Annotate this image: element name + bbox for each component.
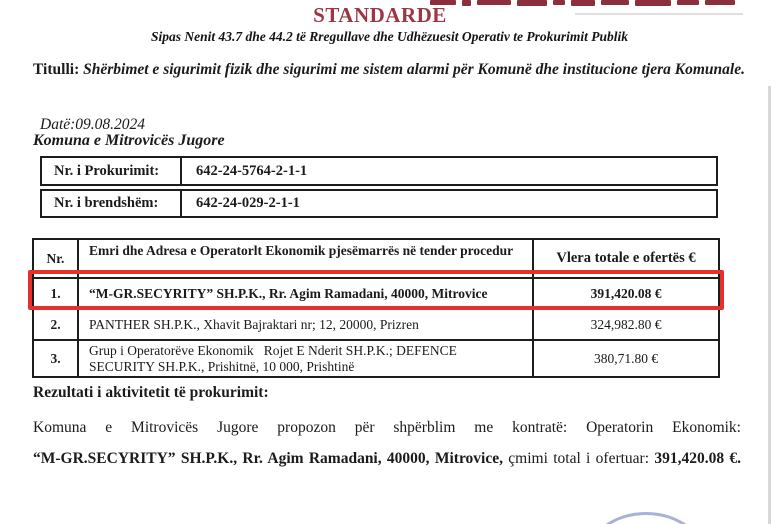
- internal-number-label: Nr. i brendshëm:: [42, 191, 182, 216]
- result-line-2: [33, 443, 741, 474]
- date-line: Datë:09.08.2024: [40, 116, 146, 133]
- table-row: [34, 339, 718, 376]
- procurement-number-value: 642-24-5764-2-1-1: [196, 162, 308, 179]
- internal-number-value: 642-24-029-2-1-1: [196, 195, 300, 211]
- table-row: [34, 277, 718, 308]
- winner-name-bold: “M-GR.SECYRITY” SH.P.K., Rr. Agim Ramadani, 40000, Mitrovice,: [33, 450, 509, 467]
- document-title: STANDARDE: [313, 3, 447, 27]
- col-operator-header: [79, 240, 534, 277]
- tender-table: [32, 238, 720, 378]
- municipality-line: Komuna e Mitrovicës Jugore: [33, 132, 225, 149]
- scan-edge-line: [768, 86, 771, 524]
- cell-operator: “M-GR.SECYRITY” SH.P.K., Rr. Agim Ramadani, 40000, Mitrovice: [79, 279, 534, 308]
- col-operator-header-text: Emri dhe Adresa e Operatorlt Ekonomik pjesëmarrës në tender procedur: [89, 243, 514, 258]
- document-subtitle: Sipas Nenit 43.7 dhe 44.2 të Rregullave dhe Udhëzuesit Operativ te Prokurimit Publik: [150, 29, 628, 44]
- titulli-label: Titulli:: [33, 61, 80, 78]
- price-intro-text: çmimi total i ofertuar:: [508, 450, 655, 467]
- procurement-number-row: [40, 156, 718, 186]
- result-paragraph: [33, 412, 741, 474]
- cell-nr: 1.: [34, 279, 79, 308]
- total-price-bold: 391,420.08 €.: [654, 450, 742, 467]
- cell-value: 324,982.80 €: [590, 316, 662, 332]
- table-row: [34, 308, 718, 339]
- cell-operator: PANTHER SH.P.K., Xhavit Bajraktari nr; 12, 20000, Prizren: [79, 310, 534, 339]
- result-heading: Rezultati i aktivitetit të prokurimit:: [33, 384, 269, 401]
- stamp-arc: [585, 512, 707, 524]
- cell-nr: 3.: [34, 341, 79, 376]
- cell-operator: Grup i Operatorëve Ekonomik Rojet E Nderit SH.P.K.; DEFENCE SECURITY SH.P.K., Prishitnë, 10 000, Prishtinë: [79, 341, 534, 376]
- col-value-header: Vlera totale e ofertës €: [556, 250, 696, 266]
- tender-table-header: [34, 240, 718, 277]
- titulli-text: Shërbimet e sigurimit fizik dhe sigurimi me sistem alarmi për Komunë dhe institucione tjera Komunale.: [83, 61, 745, 78]
- procurement-number-label: Nr. i Prokurimit:: [42, 158, 182, 184]
- cell-value: 391,420.08 €: [590, 285, 662, 301]
- col-nr-header: Nr.: [34, 240, 79, 277]
- cell-value: 380,71.80 €: [593, 350, 659, 366]
- result-line-1: Komuna e Mitrovicës Jugore propozon për shpërblim me kontratë: Operatorin Ekonomik:: [33, 419, 741, 436]
- internal-number-row: [40, 189, 718, 218]
- title-paragraph: [33, 60, 745, 80]
- cell-nr: 2.: [34, 310, 79, 339]
